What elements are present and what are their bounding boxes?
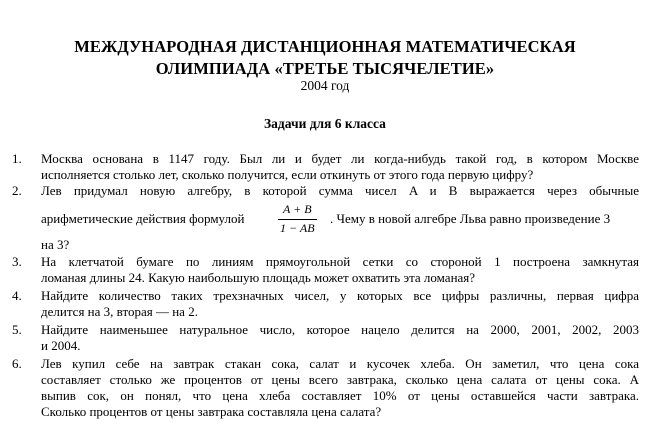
grade-subtitle: Задачи для 6 класса xyxy=(264,116,386,131)
problem-text-line: Лев придумал новую алгебру, в которой сумма чисел A и B выражается через обычные xyxy=(41,183,639,198)
problem-text-line: Найдите количество таких трехзначных чисел, у которых все цифры различны, первая цифра xyxy=(41,288,639,303)
problem-text-line: ломаная длины 24. Какую наибольшую площадь может охватить эта ломаная? xyxy=(41,270,476,285)
problem-number: 5. xyxy=(12,322,22,337)
problem-text-segment: . Чему в новой алгебре Льва равно произведение 3 xyxy=(330,211,611,226)
problem-text-line: и 2004. xyxy=(41,338,81,353)
problem-text-line: На клетчатой бумаге по линиям прямоугольной сетки со стороной 1 построена замкнутая xyxy=(41,254,639,269)
problem-text-line: Лев купил себе на завтрак стакан сока, салат и кусочек хлеба. Он заметил, что цена сока xyxy=(41,356,639,371)
fraction-denominator: 1 − AB xyxy=(280,221,315,235)
problem-text-line: Сколько процентов от цены завтрака составляла цена салата? xyxy=(41,404,382,419)
problem-text-line: делится на 3, вторая — на 2. xyxy=(41,304,198,319)
problem-number: 6. xyxy=(12,356,22,371)
olympiad-title-line-2: ОЛИМПИАДА «ТРЕТЬЕ ТЫСЯЧЕЛЕТИЕ» xyxy=(155,59,495,78)
fraction-numerator: A + B xyxy=(283,202,312,216)
problem-text-line: выпив сок, он понял, что цена хлеба составляет 10% от цены оставшейся части завтрака. xyxy=(41,388,639,403)
problem-text-line xyxy=(330,211,639,227)
problem-text-line: составляет столько же процентов от цены всего завтрака, сколько цена салата от цены сока. А xyxy=(41,372,639,387)
problem-number: 2. xyxy=(12,183,22,198)
problem-text-line: исполняется столько лет, сколько получится, если откинуть от этого года первую цифру? xyxy=(41,167,534,182)
problem-text-line: на 3? xyxy=(41,237,70,252)
formula-fraction xyxy=(278,202,317,236)
olympiad-title-line-1: МЕЖДУНАРОДНАЯ ДИСТАНЦИОННАЯ МАТЕМАТИЧЕСКАЯ xyxy=(74,37,576,56)
problem-text-line: Москва основана в 1147 году. Был ли и будет ли когда-нибудь такой год, в котором Москве xyxy=(41,151,639,166)
olympiad-year: 2004 год xyxy=(300,78,350,93)
problem-text-line: Найдите наименьшее натуральное число, которое нацело делится на 2000, 2001, 2002, 2003 xyxy=(41,322,639,337)
problem-number: 4. xyxy=(12,288,22,303)
problem-text-segment: арифметические действия формулой xyxy=(41,211,245,226)
problem-number: 3. xyxy=(12,254,22,269)
fraction-bar xyxy=(278,219,317,220)
problem-number: 1. xyxy=(12,151,22,166)
